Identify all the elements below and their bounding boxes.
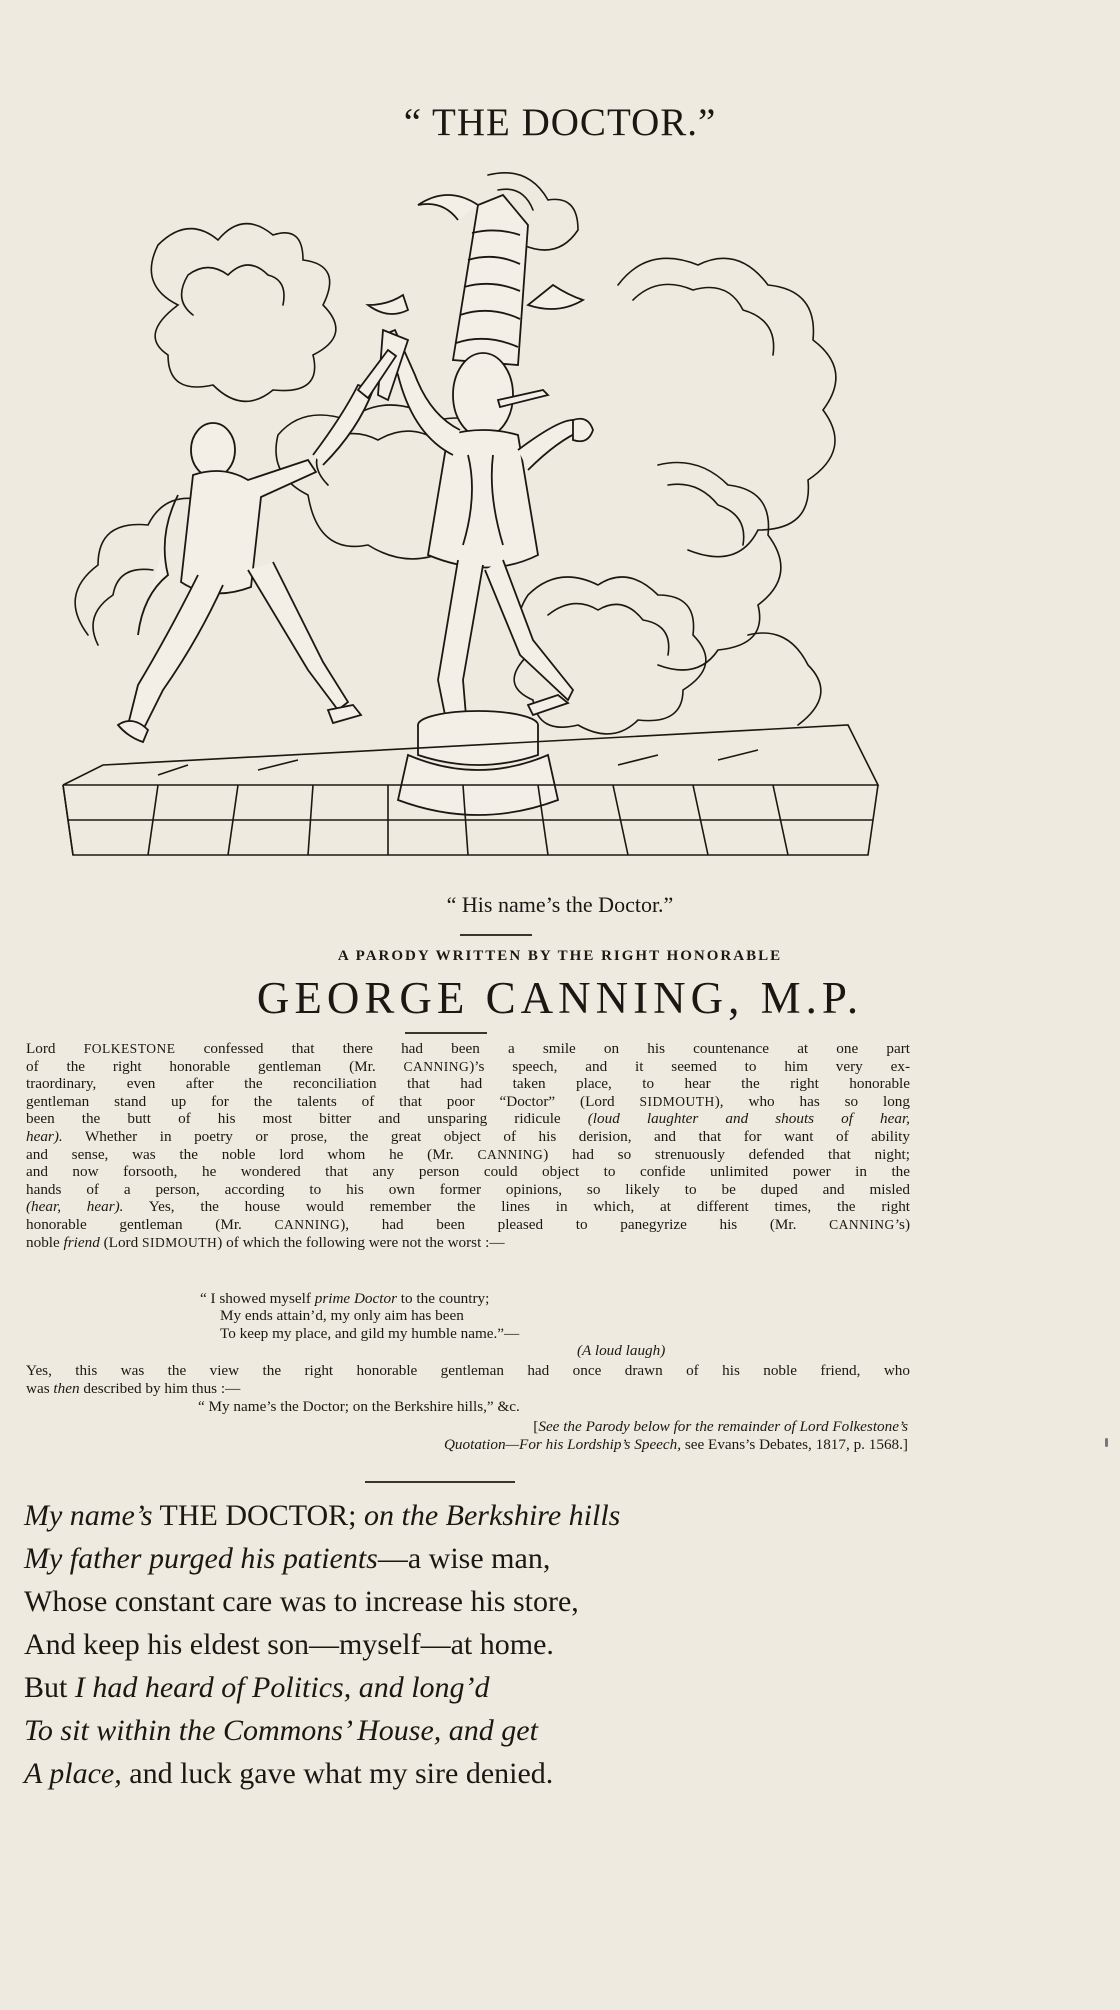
text-run: was <box>26 1379 54 1397</box>
text-run: (loud laughter and shouts of hear, <box>587 1110 910 1128</box>
text-run: ), had been pleased to panegyrize his (Mr. <box>340 1215 830 1233</box>
engraving-illustration <box>58 165 888 885</box>
prose-line <box>26 1058 910 1076</box>
text-run: [ <box>533 1418 539 1435</box>
text-run: on the Berkshire hills <box>364 1499 621 1532</box>
text-run: of the right honorable gentleman (Mr. <box>26 1057 404 1075</box>
text-run: Whose constant care was to increase his store, <box>24 1585 579 1618</box>
text-run: described by him thus :— <box>79 1379 241 1397</box>
prose-line <box>26 1110 910 1128</box>
text-run: hear). <box>26 1127 63 1145</box>
text-run: hands of a person, according to his own former opinions, so likely to be duped and misled <box>26 1180 910 1198</box>
text-run: SIDMOUTH <box>639 1093 715 1109</box>
prose-line <box>26 1362 910 1380</box>
prose-line <box>26 1093 910 1111</box>
text-run: Yes, this was the view the right honorable gentleman had once drawn of his noble friend, who <box>26 1362 910 1379</box>
reference-line <box>533 1418 908 1436</box>
reference-line <box>444 1436 908 1454</box>
poem-line <box>24 1623 924 1666</box>
text-run: prime Doctor <box>314 1290 397 1307</box>
text-run: honorable gentleman (Mr. <box>26 1215 275 1233</box>
margin-mark <box>1105 1438 1108 1447</box>
speech-excerpt <box>26 1040 910 1251</box>
laugh-note: (A loud laugh) <box>577 1342 666 1359</box>
prose-line <box>26 1075 910 1093</box>
text-run: gentleman stand up for the talents of that poor “Doctor” (Lord <box>26 1092 640 1110</box>
poem-line <box>24 1580 924 1623</box>
text-run: been the butt of his most bitter and unsparing ridicule <box>26 1110 588 1128</box>
text-run: I had heard of Politics, and long’d <box>74 1671 490 1704</box>
text-run: ) of which the following were not the worst :— <box>217 1233 505 1251</box>
text-run: Quotation—For his Lordship’s Speech, <box>443 1436 682 1453</box>
quoted-line: “ My name’s the Doctor; on the Berkshire hills,” &c. <box>198 1398 520 1415</box>
poem-line <box>24 1537 924 1580</box>
text-run: Lord <box>26 1040 84 1057</box>
text-run: (hear, hear). <box>26 1198 124 1216</box>
poem <box>24 1494 924 1795</box>
prose-line <box>26 1128 910 1146</box>
text-run: then <box>53 1379 80 1397</box>
prose-line <box>26 1216 910 1234</box>
text-run: To sit within the Commons’ House, and get <box>24 1714 538 1747</box>
text-run: A place, <box>24 1757 122 1790</box>
text-run: ) had so strenuously defended that night; <box>543 1145 910 1163</box>
prose-line <box>26 1040 910 1058</box>
prose-line <box>26 1234 910 1252</box>
text-run: traordinary, even after the reconciliation that had taken place, to hear the right honorable <box>26 1075 910 1093</box>
verse-line <box>200 1290 489 1308</box>
text-run: CANNING <box>829 1216 895 1232</box>
poem-line <box>24 1494 924 1537</box>
text-run: and sense, was the noble lord whom he (Mr. <box>26 1145 478 1163</box>
text-run: To keep my place, and gild my humble name.”— <box>220 1325 520 1342</box>
text-run: My name’s <box>24 1499 153 1532</box>
text-run: Yes, the house would remember the lines in which, at different times, the right <box>123 1198 911 1216</box>
page-title: “ THE DOCTOR.” <box>403 101 717 144</box>
illustration-caption: “ His name’s the Doctor.” <box>446 892 674 917</box>
verse-line <box>220 1325 519 1343</box>
text-run: noble <box>26 1233 64 1251</box>
prose-line <box>26 1146 910 1164</box>
text-run: confessed that there had been a smile on his countenance at one part <box>175 1040 910 1057</box>
author-name: GEORGE CANNING, M.P. <box>256 973 864 1023</box>
text-run: friend <box>63 1233 100 1251</box>
text-run: and luck gave what my sire denied. <box>121 1757 554 1790</box>
text-run: FOLKESTONE <box>83 1041 176 1056</box>
text-run: Whether in poetry or prose, the great object of his derision, and that for want of ability <box>62 1127 910 1145</box>
text-run: ’s) <box>894 1215 910 1233</box>
text-run: —a wise man, <box>377 1542 551 1575</box>
text-run: CANNING <box>403 1058 470 1074</box>
divider-middle <box>405 1032 487 1034</box>
verse-line <box>220 1307 464 1325</box>
divider-bottom <box>365 1481 515 1483</box>
byline: A PARODY WRITTEN BY THE RIGHT HONORABLE <box>337 948 783 964</box>
text-run: CANNING <box>477 1146 544 1162</box>
prose-line <box>26 1181 910 1199</box>
text-run: But <box>24 1671 75 1704</box>
poem-line <box>24 1666 924 1709</box>
prose-line <box>26 1163 910 1181</box>
text-run: “ I showed myself <box>200 1290 315 1307</box>
poem-line <box>24 1752 924 1795</box>
text-run: (Lord <box>99 1233 143 1251</box>
prose-line <box>26 1198 910 1216</box>
text-run: CANNING <box>274 1216 341 1232</box>
text-run: My ends attain’d, my only aim has been <box>220 1307 464 1324</box>
text-run: )’s speech, and it seemed to him very ex- <box>469 1057 911 1075</box>
prose-line <box>26 1380 910 1398</box>
divider-top <box>460 934 532 936</box>
text-run: My father purged his patients <box>24 1542 378 1575</box>
text-run: And keep his eldest son—myself—at home. <box>24 1628 554 1661</box>
poem-line <box>24 1709 924 1752</box>
text-run: SIDMOUTH <box>142 1234 218 1250</box>
text-run: to the country; <box>397 1290 490 1307</box>
text-run: See the Parody below for the remainder of Lord Folkestone’s <box>538 1418 908 1435</box>
text-run: and now forsooth, he wondered that any person could object to confide unlimited power in the <box>26 1163 910 1181</box>
speech-continuation <box>26 1362 910 1397</box>
text-run: THE DOCTOR; <box>152 1499 364 1532</box>
text-run: see Evans’s Debates, 1817, p. 1568.] <box>681 1436 908 1453</box>
text-run: ), who has so long <box>714 1092 910 1110</box>
